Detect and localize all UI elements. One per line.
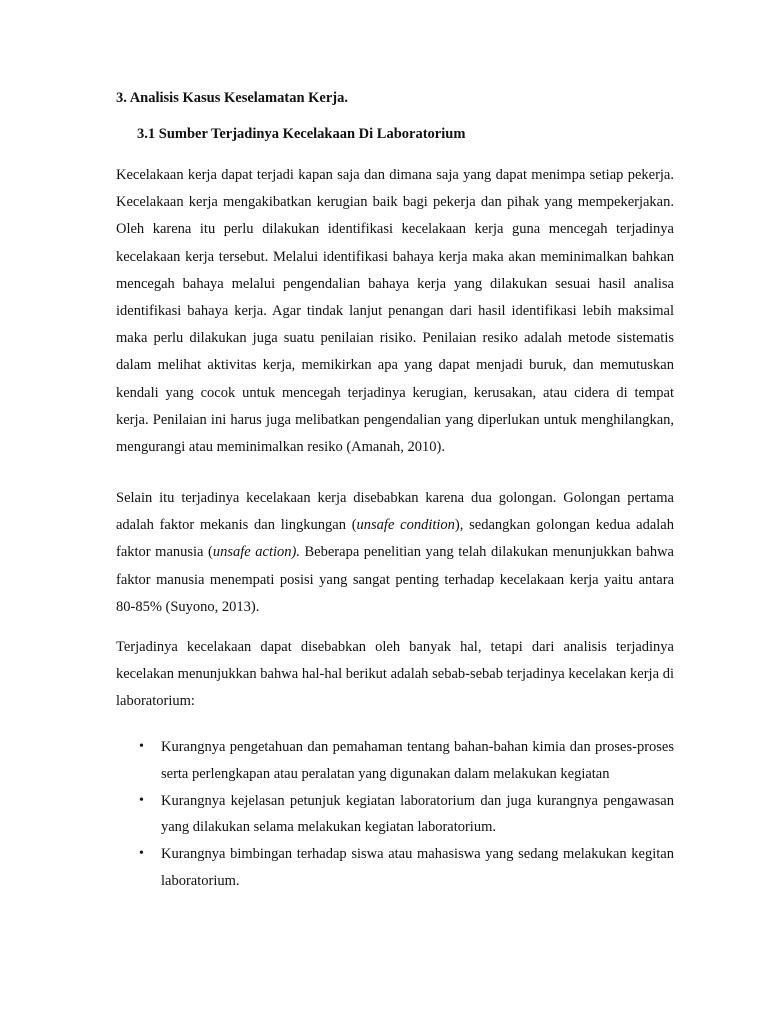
term-unsafe-condition: unsafe condition [356,517,455,534]
list-item-text: Kurangnya bimbingan terhadap siswa atau mahasiswa yang sedang melakukan kegitan laboratorium. [161,846,674,889]
bullet-icon: • [139,739,144,754]
paragraph-accident-causes [116,485,674,621]
bullet-icon: • [139,792,144,808]
list-item [116,841,674,894]
paragraph-lab-causes-intro: Terjadinya kecelakaan dapat disebabkan oleh banyak hal, tetapi dari analisis terjadinya kecelakan menunjukkan bahwa hal-hal berikut adalah sebab-sebab terjadinya kecelakan kerja di laboratorium: [116,639,674,710]
subsection-heading: 3.1 Sumber Terjadinya Kecelakaan Di Laboratorium [137,126,466,142]
list-item-text: Kurangnya pengetahuan dan pemahaman tentang bahan-bahan kimia dan proses-proses serta perlengkapan atau peralatan yang digunakan dalam melakukan kegiatan [161,739,674,782]
term-unsafe-action: unsafe action). [212,544,300,561]
causes-list [116,734,674,895]
paragraph2-part3: Beberapa penelitian yang telah dilakukan menunjukkan bahwa faktor manusia menempati posisi yang sangat penting terhadap kecelakaan kerja yaitu antara 80-85% (Suyono, 2013). [116,544,674,615]
paragraph2-part1: Selain itu terjadinya kecelakaan kerja disebabkan karena dua golongan. Golongan pertama adalah faktor mekanis dan lingkungan ( [116,490,674,534]
list-item [116,788,674,841]
list-item [116,734,674,787]
paragraph-risk-assessment: Kecelakaan kerja dapat terjadi kapan saja dan dimana saja yang dapat menimpa setiap pekerja. Kecelakaan kerja mengakibatkan kerugian baik bagi pekerja dan pihak yang mempekerjakan. Oleh karena itu perlu dilakukan identifikasi kecelakaan kerja guna mencegah terjadinya kecelakaan kerja tersebut. Melalui identifikasi bahaya kerja maka akan meminimalkan bahkan mencegah bahaya melalui pengendalian bahaya kerja yang dilakukan sesuai hasil analisa identifikasi bahaya kerja. Agar tindak lanjut penangan dari hasil identifikasi lebih maksimal maka perlu dilakukan juga suatu penilaian risiko. Penilaian resiko adalah metode sistematis dalam melihat aktivitas kerja, memikirkan apa yang dapat menjadi buruk, dan memutuskan kendali yang cocok untuk mencegah terjadinya kerugian, kerusakan, atau cidera di tempat kerja. Penilaian ini harus juga melibatkan pengendalian yang diperlukan untuk menghilangkan, mengurangi atau meminimalkan resiko (Amanah, 2010). [116,167,674,456]
paragraph2-part2: ), sedangkan golongan kedua adalah faktor manusia ( [116,517,674,561]
section-heading: 3. Analisis Kasus Keselamatan Kerja. [116,90,349,106]
bullet-icon: • [139,846,144,861]
list-item-text: Kurangnya kejelasan petunjuk kegiatan laboratorium dan juga kurangnya pengawasan yang dilakukan selama melakukan kegiatan laboratorium. [161,792,674,835]
